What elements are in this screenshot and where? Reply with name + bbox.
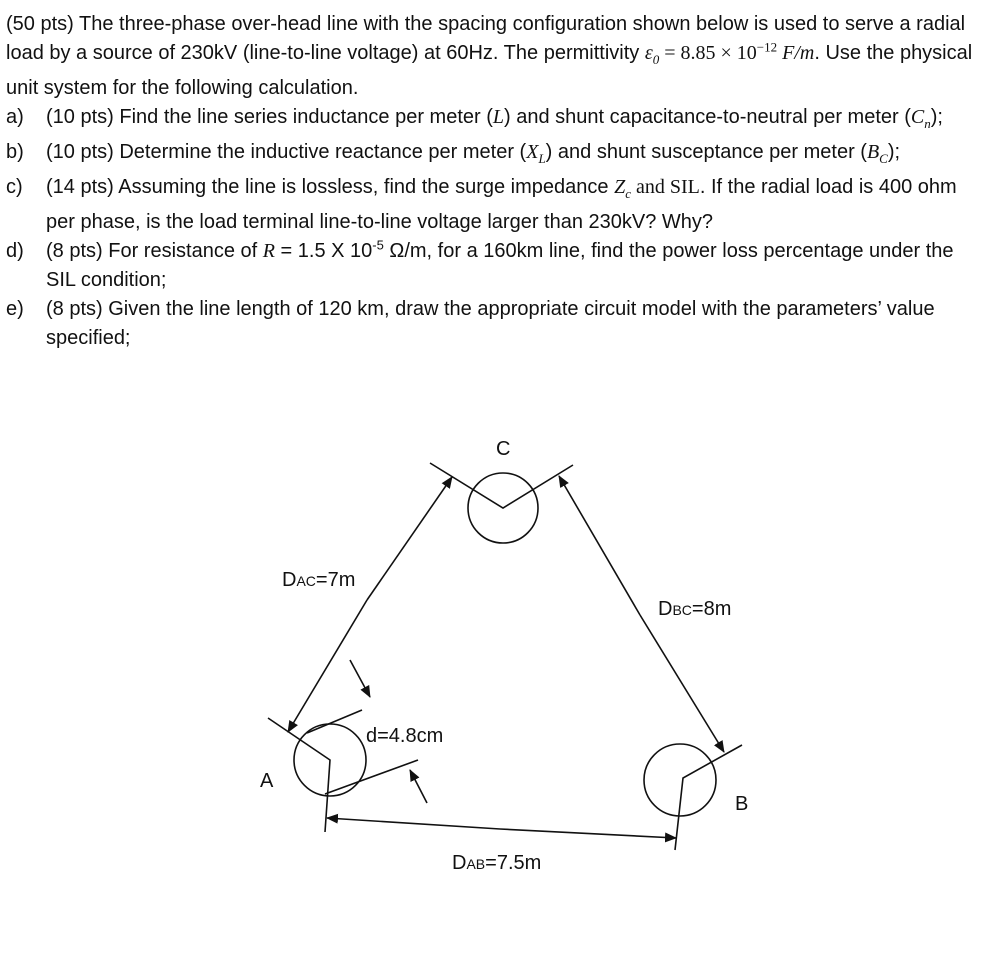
label-diameter: d=4.8cm: [366, 725, 444, 747]
problem-statement: [6, 10, 981, 353]
dac-arrow: [367, 477, 452, 600]
label-conductor-c: C: [496, 438, 511, 460]
epsilon-symbol: $\varepsilon_0$: [644, 42, 660, 67]
dbc-arrow-lower: [640, 615, 724, 752]
question-d: d) (8 pts) For resistance of R = 1.5 X $10^{-5}$ Ω/m, for a 160km line, find the power loss percentage under the SIL condition;: [6, 237, 954, 291]
diameter-tick-bottom: [325, 760, 418, 794]
question-list: [6, 103, 981, 353]
dbc-arrow: [559, 476, 640, 615]
label-dab: DAB=7.5m: [452, 852, 542, 874]
epsilon-exponent: −12: [756, 39, 778, 55]
conductor-c-radius-lines: [430, 463, 573, 508]
label-dbc: DBC=8m: [658, 598, 732, 620]
problem-intro: [6, 10, 981, 103]
conductor-a-radius-lines: [268, 718, 330, 832]
question-c: c) (14 pts) Assuming the line is lossless, find the surge impedance $Z_c$ and SIL. If the radial load is 400 ohm per phase, is the load terminal line-to-line voltage larger than 230kV? Why?: [6, 176, 957, 233]
epsilon-value: 8.85 × 10: [680, 42, 757, 64]
question-b: b) (10 pts) Determine the inductive reactance per meter $(X_L)$ and shunt susceptance per meter $(B_C)$;: [6, 141, 901, 166]
label-dac: DAC=7m: [282, 569, 356, 591]
diameter-tick-top: [307, 710, 362, 733]
dab-arrow: [327, 818, 500, 829]
diameter-arrow-top: [350, 660, 370, 697]
question-a: a) (10 pts) Find the line series inductance per meter (L) and shunt capacitance-to-neutral per meter $(C_n)$;: [6, 106, 943, 131]
epsilon-equals: =: [659, 42, 681, 64]
intro-text-end: . Use the physical unit system for the following calculation.: [6, 42, 973, 99]
conductor-b-radius-lines: [675, 745, 742, 850]
label-conductor-b: B: [735, 793, 749, 815]
intro-text: (50 pts) The three-phase over-head line with the spacing configuration shown below is used to serve a radial load by a source of 230kV (line-to-line voltage) at 60Hz. The permittivity: [6, 13, 966, 64]
line-spacing-diagram: [0, 420, 990, 964]
label-conductor-a: A: [260, 770, 274, 792]
question-e: e) (8 pts) Given the line length of 120 km, draw the appropriate circuit model with the parameters’ value specified;: [6, 298, 935, 349]
dab-arrow-right: [500, 829, 676, 838]
epsilon-unit: F/m: [777, 42, 815, 64]
diameter-arrow-bottom: [410, 770, 427, 803]
